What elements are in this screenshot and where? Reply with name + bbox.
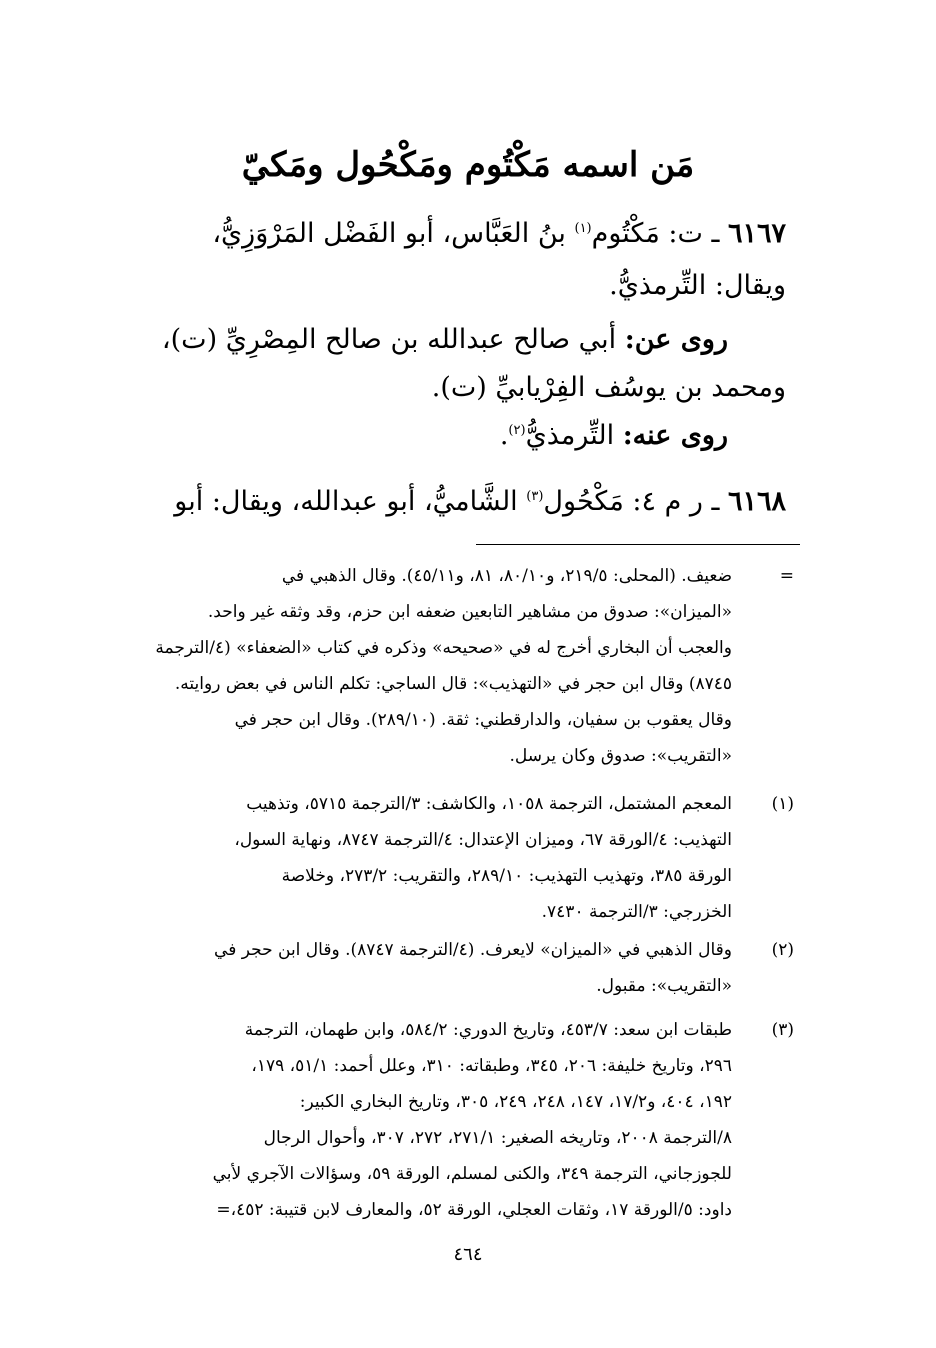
entry-6167-narrated-from [80, 318, 786, 362]
narrated-from-label: روى عن: [624, 324, 728, 355]
footnote-line: «التقريب»: مقبول. [596, 976, 732, 996]
entry-name: ـ ت: مَكْتُوم [591, 218, 728, 249]
footnote-2 [80, 932, 800, 1004]
footnote-1 [80, 786, 800, 930]
footnote-line: طبقات ابن سعد: ٤٥٣/٧، وتاريخ الدوري: ٥٨٤/٢، وابن طهمان، الترجمة [244, 1020, 732, 1040]
footnote-line: داود: ٥/الورقة ١٧، وثقات العجلي، الورقة ٥٢، والمعارف لابن قتيبة: ٤٥٢،= [216, 1200, 732, 1220]
footnote-ref: (٢) [508, 423, 526, 438]
entry-6167-narrated-from-cont: ومحمد بن يوسُف الفِرْيابيِّ (ت). [431, 372, 786, 403]
footnote-line: والعجب أن البخاري أخرج له في «صحيحه» وذكره في كتاب «الضعفاء» (٤/الترجمة [155, 638, 732, 658]
footnote-line: «التقريب»: صدوق وكان يرسل. [509, 746, 732, 766]
footnote-marker: = [779, 566, 794, 586]
entry-name: ـ ر م ٤: مَكْحُول [543, 486, 728, 517]
footnote-line: ضعيف. (المحلى: ٢١٩/٥، و٨٠/١٠، ٨١، و٤٥/١١). وقال الذهبي في [281, 566, 732, 586]
page-number: ٤٦٤ [453, 1244, 483, 1265]
narrated-by-text: التِّرمذيُّ [525, 420, 623, 451]
entry-name-rest: بنُ العَبَّاس، أبو الفَضْل المَرْوَزِيُّ، [212, 218, 575, 249]
footnote-marker: (٣) [771, 1020, 794, 1040]
entry-6167-alt-name: ويقال: التِّرمذيُّ. [609, 270, 786, 301]
footnote-line: للجوزجاني، الترجمة ٣٤٩، والكنى لمسلم، الورقة ٥٩، وسؤالات الآجري لأبي [212, 1164, 732, 1184]
footnote-marker: (١) [771, 794, 794, 814]
footnote-3 [80, 1012, 800, 1228]
narrated-by-label: روى عنه: [622, 420, 728, 451]
footnote-line: الورقة ٣٨٥، وتهذيب التهذيب: ٢٨٩/١٠، والتقريب: ٢٧٣/٢، وخلاصة [281, 866, 732, 886]
footnote-ref: (٣) [526, 489, 544, 504]
footnote-line: المعجم المشتمل، الترجمة ١٠٥٨، والكاشف: ٣/الترجمة ٥٧١٥، وتذهيب [246, 794, 732, 814]
entry-6167-heading [80, 212, 786, 256]
entry-number: ٦١٦٨ [727, 486, 786, 517]
footnote-continuation [80, 558, 800, 774]
footnote-separator [476, 544, 800, 545]
entry-number: ٦١٦٧ [727, 218, 786, 249]
footnote-line: ١٩٢، ٤٠٤، و١٧/٢، ١٤٧، ٢٤٨، ٢٤٩، ٣٠٥، وتاريخ البخاري الكبير: [299, 1092, 732, 1112]
entry-6167-narrated-by [80, 414, 786, 458]
footnote-marker: (٢) [771, 940, 794, 960]
section-title: مَن اسمه مَكْتُوم ومَكْحُول ومَكيّ [241, 145, 695, 185]
footnote-line: الخزرجي: ٣/الترجمة ٧٤٣٠. [541, 902, 732, 922]
footnote-line: التهذيب: ٤/الورقة ٦٧، وميزان الإعتدال: ٤/الترجمة ٨٧٤٧، ونهاية السول، [234, 830, 732, 850]
footnote-line: وقال يعقوب بن سفيان، والدارقطني: ثقة. (٢٨٩/١٠). وقال ابن حجر في [234, 710, 732, 730]
narrated-from-text: أبي صالح عبدالله بن صالح المِصْرِيِّ (ت)، [161, 324, 625, 355]
footnote-ref: (١) [574, 221, 592, 236]
footnote-line: «الميزان»: صدوق من مشاهير التابعين ضعفه ابن حزم، وقد وثقه غير واحد. [207, 602, 732, 622]
footnote-line: وقال الذهبي في «الميزان» لايعرف. (٤/الترجمة ٨٧٤٧). وقال ابن حجر في [214, 940, 732, 960]
footnote-line: ٨/الترجمة ٢٠٠٨، وتاريخه الصغير: ٢٧١/١، ٢٧٢، ٣٠٧، وأحوال الرجال [263, 1128, 732, 1148]
entry-name-rest: الشَّاميُّ، أبو عبدالله، ويقال: أبو [174, 486, 527, 517]
footnote-line: ٨٧٤٥) وقال ابن حجر في «التهذيب»: قال الساجي: تكلم الناس في بعض روايته. [174, 674, 732, 694]
entry-6168-heading [80, 480, 786, 524]
footnote-line: ٢٩٦، وتاريخ خليفة: ٢٠٦، ٣٤٥، وطبقاته: ٣١٠، وعلل أحمد: ٥١/١، ١٧٩، [251, 1056, 732, 1076]
narrated-by-end: . [499, 420, 509, 451]
